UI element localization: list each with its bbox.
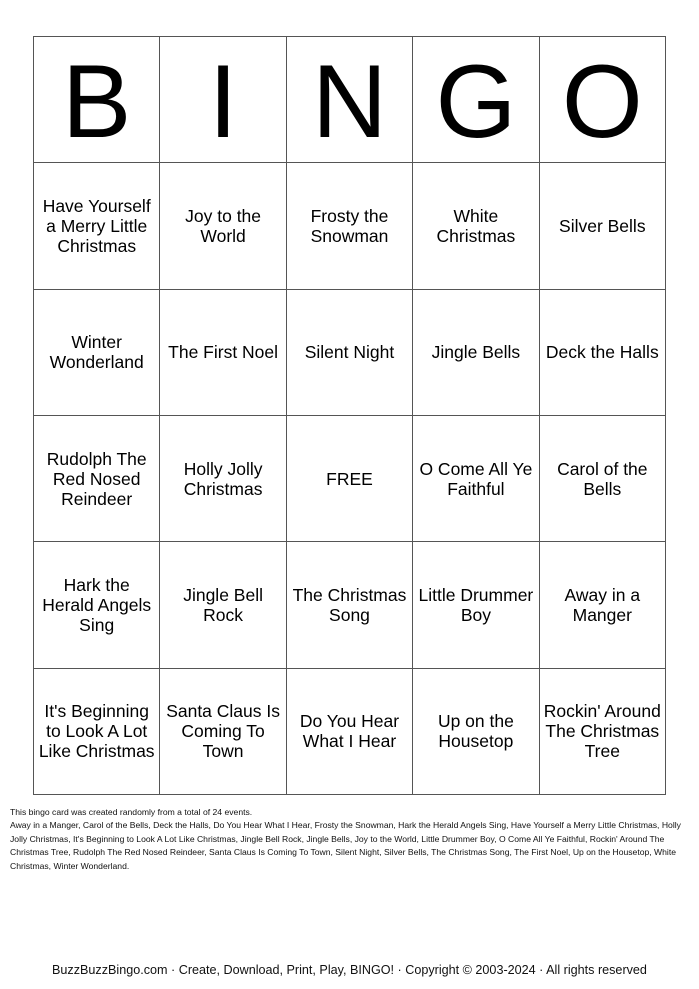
- bingo-cell: Hark the Herald Angels Sing: [34, 542, 160, 668]
- bingo-cell: The Christmas Song: [287, 542, 413, 668]
- header-letter-b: B: [34, 37, 160, 163]
- description-intro: This bingo card was created randomly from a total of 24 events.: [10, 807, 253, 817]
- bingo-cell: Little Drummer Boy: [413, 542, 539, 668]
- bingo-cell: The First Noel: [160, 290, 286, 416]
- bingo-card: [33, 36, 666, 795]
- bingo-cell: Deck the Halls: [540, 290, 666, 416]
- bingo-cell: Winter Wonderland: [34, 290, 160, 416]
- bingo-cell: Rockin' Around The Christmas Tree: [540, 669, 666, 795]
- bingo-cell: Up on the Housetop: [413, 669, 539, 795]
- bingo-cell: White Christmas: [413, 163, 539, 289]
- bingo-cell: Rudolph The Red Nosed Reindeer: [34, 416, 160, 542]
- bingo-cell: O Come All Ye Faithful: [413, 416, 539, 542]
- header-letter-i: I: [160, 37, 286, 163]
- bingo-cell: Holly Jolly Christmas: [160, 416, 286, 542]
- bingo-cell: Carol of the Bells: [540, 416, 666, 542]
- header-letter-n: N: [287, 37, 413, 163]
- free-space-cell: FREE: [287, 416, 413, 542]
- footer-copyright: BuzzBuzzBingo.com · Create, Download, Print, Play, BINGO! · Copyright © 2003-2024 · All rights reserved: [52, 963, 647, 977]
- bingo-cell: Silent Night: [287, 290, 413, 416]
- bingo-cell: Have Yourself a Merry Little Christmas: [34, 163, 160, 289]
- events-list: Away in a Manger, Carol of the Bells, Deck the Halls, Do You Hear What I Hear, Frosty the Snowman, Hark the Herald Angels Sing, Have Yourself a Merry Little Christmas, Holly Jolly Christmas, It's Beginning to Look A Lot Like Christmas, Jingle Bell Rock, Jingle Bells, Joy to the World, Little Drummer Boy, O Come All Ye Faithful, Rockin' Around The Christmas Tree, Rudolph The Red Nosed Reindeer, Santa Claus Is Coming To Town, Silent Night, Silver Bells, The Christmas Song, The First Noel, Up on the Housetop, White Christmas, Winter Wonderland.: [10, 820, 681, 871]
- bingo-cell: Do You Hear What I Hear: [287, 669, 413, 795]
- bingo-cell: Silver Bells: [540, 163, 666, 289]
- bingo-cell: Santa Claus Is Coming To Town: [160, 669, 286, 795]
- bingo-cell: Jingle Bell Rock: [160, 542, 286, 668]
- header-letter-o: O: [540, 37, 666, 163]
- bingo-cell: It's Beginning to Look A Lot Like Christmas: [34, 669, 160, 795]
- bingo-cell: Away in a Manger: [540, 542, 666, 668]
- card-description: [10, 806, 690, 873]
- bingo-cell: Frosty the Snowman: [287, 163, 413, 289]
- header-letter-g: G: [413, 37, 539, 163]
- bingo-cell: Jingle Bells: [413, 290, 539, 416]
- bingo-cell: Joy to the World: [160, 163, 286, 289]
